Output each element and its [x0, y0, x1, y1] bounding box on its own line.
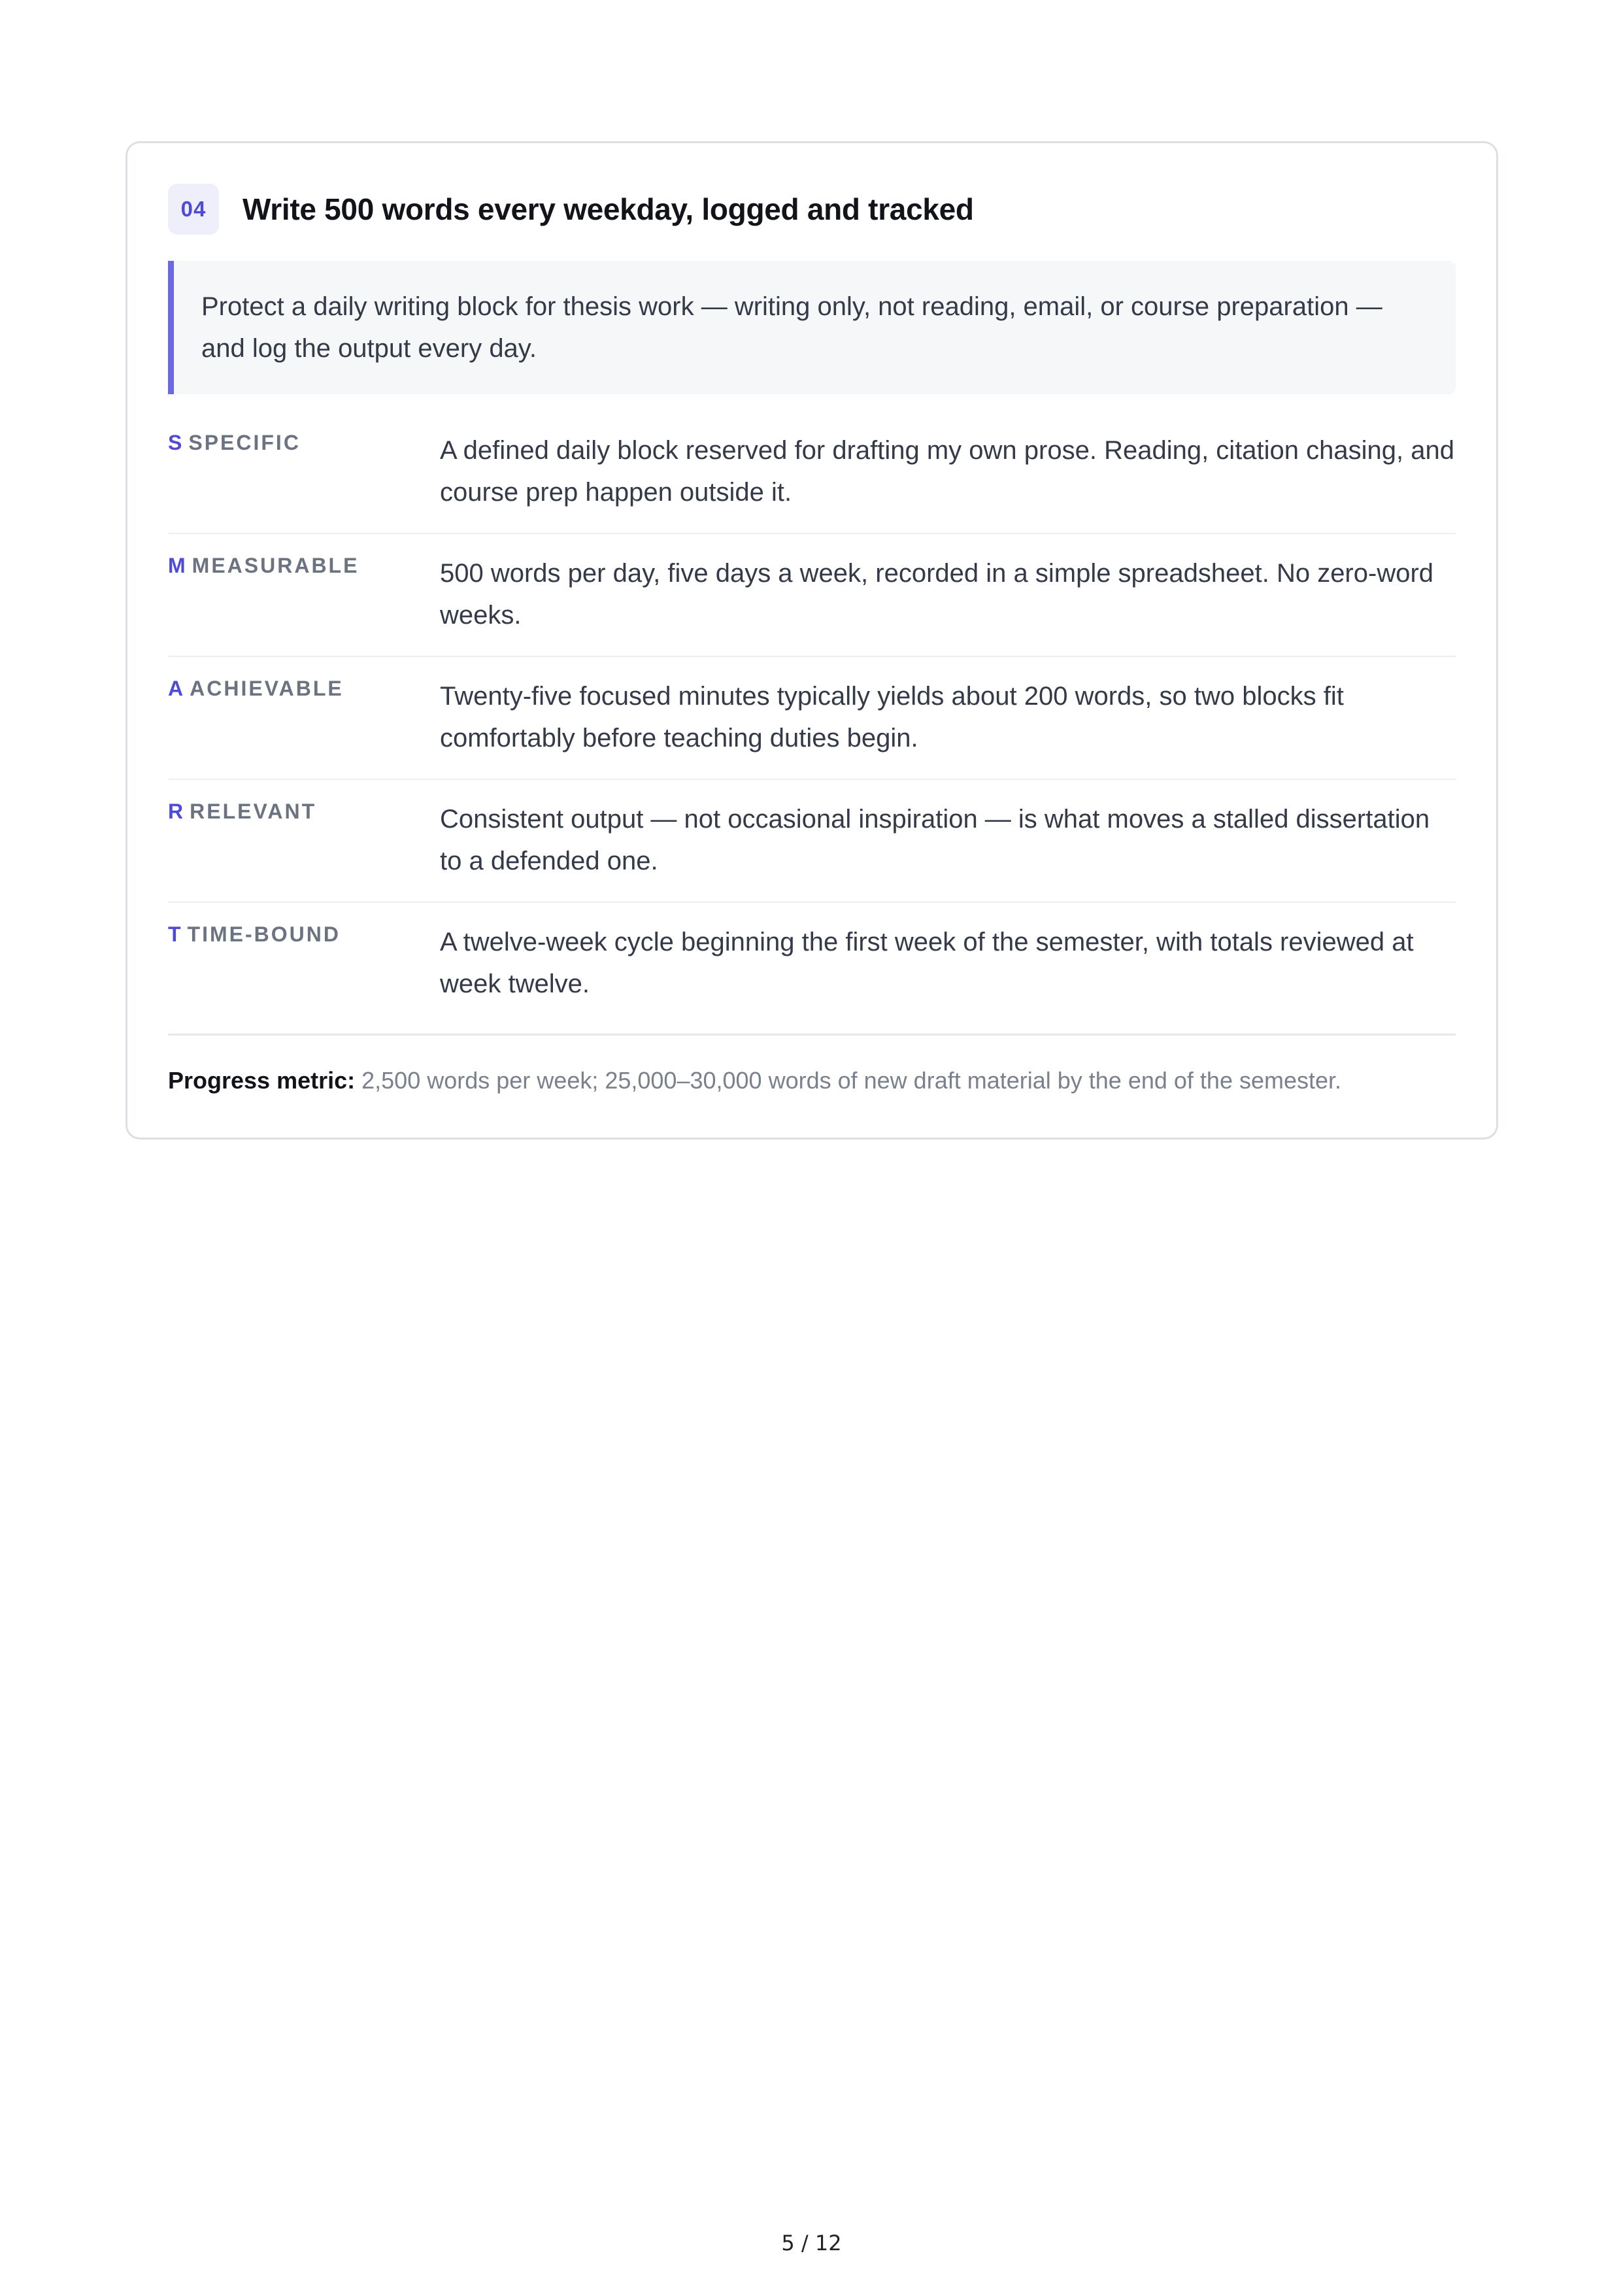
smart-label [168, 552, 440, 636]
smart-row-specific [168, 411, 1456, 534]
progress-metric [168, 1034, 1456, 1100]
smart-letter: T [168, 922, 181, 946]
goal-card [125, 141, 1498, 1140]
smart-description: Consistent output — not occasional inspiration — is what moves a stalled dissertation to a defended one. [440, 805, 1430, 875]
smart-description: A twelve-week cycle beginning the first week of the semester, with totals reviewed at week twelve. [440, 928, 1414, 998]
smart-description: A defined daily block reserved for drafting my own prose. Reading, citation chasing, and course prep happen outside it. [440, 436, 1454, 507]
goal-summary: Protect a daily writing block for thesis work — writing only, not reading, email, or course preparation — and log the output every day. [168, 261, 1456, 394]
smart-description: 500 words per day, five days a week, recorded in a simple spreadsheet. No zero-word weeks. [440, 559, 1434, 630]
smart-label-text: TIME-BOUND [187, 922, 341, 946]
goal-header [168, 184, 1456, 235]
smart-label-text: SPECIFIC [188, 431, 301, 454]
smart-row-time-bound [168, 903, 1456, 1034]
progress-metric-label: Progress metric: [168, 1067, 356, 1094]
smart-label-text: MEASURABLE [192, 554, 360, 577]
smart-row-relevant [168, 780, 1456, 903]
smart-row-measurable [168, 534, 1456, 657]
smart-label [168, 798, 440, 882]
smart-letter: S [168, 431, 182, 454]
smart-row-achievable [168, 657, 1456, 780]
smart-letter: R [168, 800, 184, 823]
smart-label-text: ACHIEVABLE [190, 677, 344, 700]
smart-letter: A [168, 677, 184, 700]
smart-description: Twenty-five focused minutes typically yields about 200 words, so two blocks fit comfortably before teaching duties begin. [440, 682, 1344, 752]
goal-title: Write 500 words every weekday, logged and tracked [243, 192, 974, 226]
goal-number-badge: 04 [168, 184, 219, 235]
page-number: 5 / 12 [781, 2231, 842, 2255]
smart-label-text: RELEVANT [190, 800, 317, 823]
smart-label [168, 921, 440, 1005]
smart-label [168, 675, 440, 759]
smart-label [168, 430, 440, 513]
smart-letter: M [168, 554, 186, 577]
progress-metric-text: 2,500 words per week; 25,000–30,000 words of new draft material by the end of the semester. [361, 1067, 1342, 1094]
smart-criteria-list [168, 411, 1456, 1034]
